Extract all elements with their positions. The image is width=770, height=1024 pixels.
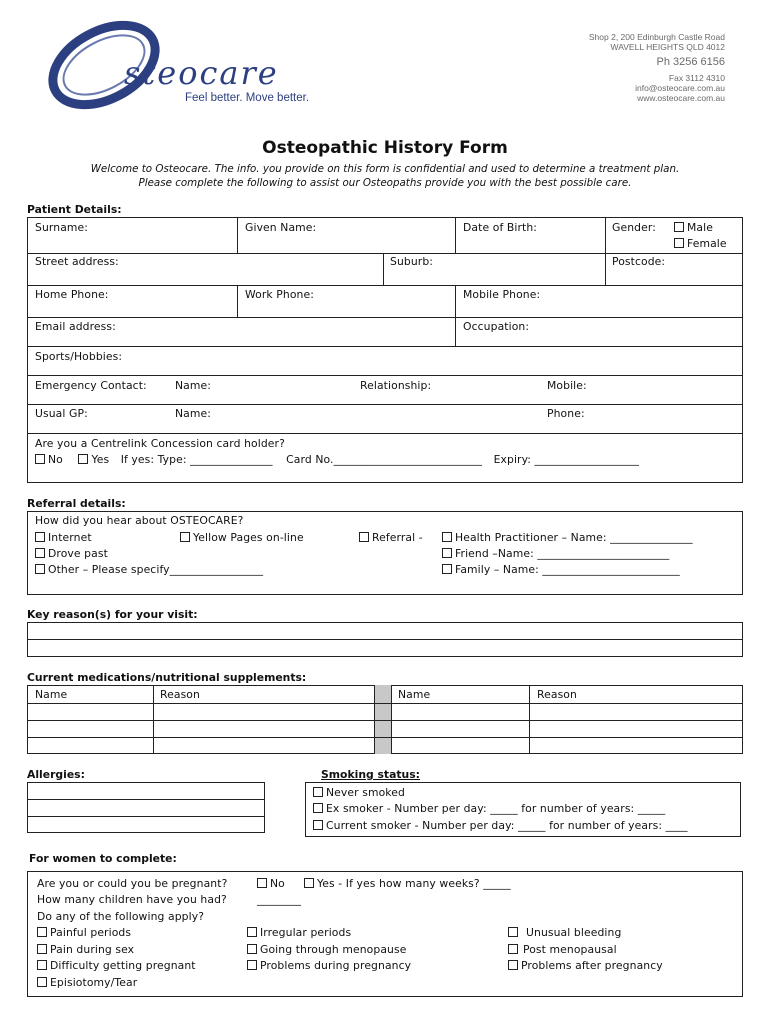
gp-phone-label: Phone: bbox=[547, 407, 585, 420]
suburb-label: Suburb: bbox=[390, 255, 434, 268]
health-practitioner-checkbox[interactable] bbox=[442, 532, 452, 542]
email-address: info@osteocare.com.au bbox=[635, 83, 725, 93]
irregular-periods-checkbox[interactable] bbox=[247, 927, 257, 937]
gp-label: Usual GP: bbox=[35, 407, 88, 420]
dob-label: Date of Birth: bbox=[463, 221, 538, 234]
patient-details-heading: Patient Details: bbox=[27, 203, 122, 216]
card-expiry-field[interactable]: Expiry: ___________________ bbox=[493, 453, 640, 466]
occupation-label: Occupation: bbox=[463, 320, 530, 333]
relationship-label: Relationship: bbox=[360, 379, 432, 392]
key-reasons-heading: Key reason(s) for your visit: bbox=[27, 608, 198, 621]
irregular-periods-option[interactable]: Irregular periods bbox=[247, 926, 351, 939]
intro-line-2: Please complete the following to assist our Osteopaths provide you with the best possible care. bbox=[138, 177, 632, 189]
drove-past-option[interactable]: Drove past bbox=[35, 547, 108, 560]
women-heading: For women to complete: bbox=[29, 852, 177, 865]
problems-during-pregnancy-checkbox[interactable] bbox=[247, 960, 257, 970]
never-smoked-checkbox[interactable] bbox=[313, 787, 323, 797]
problems-after-pregnancy-checkbox[interactable] bbox=[508, 960, 518, 970]
episiotomy-checkbox[interactable] bbox=[37, 977, 47, 987]
intro-line-1: Welcome to Osteocare. The info. you provide on this form is confidential and used to determine a treatment plan. bbox=[90, 163, 680, 175]
drove-past-checkbox[interactable] bbox=[35, 548, 45, 558]
smoking-heading: Smoking status: bbox=[321, 768, 420, 781]
form-title: Osteopathic History Form bbox=[262, 138, 508, 158]
menopause-checkbox[interactable] bbox=[247, 944, 257, 954]
pain-during-sex-checkbox[interactable] bbox=[37, 944, 47, 954]
current-smoker-checkbox[interactable] bbox=[313, 820, 323, 830]
gp-name-label: Name: bbox=[175, 407, 211, 420]
friend-option[interactable]: Friend –Name: ________________________ bbox=[442, 547, 669, 560]
website: www.osteocare.com.au bbox=[637, 93, 725, 103]
card-type-field[interactable]: If yes: Type: _______________ bbox=[120, 453, 273, 466]
card-number-field[interactable]: Card No.___________________________ bbox=[286, 453, 483, 466]
friend-checkbox[interactable] bbox=[442, 548, 452, 558]
internet-option[interactable]: Internet bbox=[35, 531, 92, 544]
gender-male-option[interactable]: Male bbox=[674, 221, 713, 234]
menopause-option[interactable]: Going through menopause bbox=[247, 943, 406, 956]
unusual-bleeding-option[interactable]: Unusual bleeding bbox=[508, 926, 621, 939]
painful-periods-checkbox[interactable] bbox=[37, 927, 47, 937]
allergies-box[interactable] bbox=[27, 782, 265, 833]
ex-smoker-checkbox[interactable] bbox=[313, 803, 323, 813]
emergency-mobile-label: Mobile: bbox=[547, 379, 587, 392]
post-menopausal-option[interactable]: Post menopausal bbox=[508, 943, 617, 956]
yellow-pages-checkbox[interactable] bbox=[180, 532, 190, 542]
sports-label: Sports/Hobbies: bbox=[35, 350, 123, 363]
centrelink-question: Are you a Centrelink Concession card holder? bbox=[35, 437, 285, 450]
pregnant-yes-checkbox[interactable] bbox=[304, 878, 314, 888]
med-col-name-2: Name bbox=[398, 688, 431, 701]
contact-block bbox=[589, 32, 725, 103]
logo bbox=[40, 16, 380, 111]
given-name-label: Given Name: bbox=[245, 221, 317, 234]
current-smoker-option[interactable]: Current smoker - Number per day: _____ for number of years: ____ bbox=[313, 819, 688, 832]
logo-wordmark: steocare bbox=[124, 54, 279, 92]
female-checkbox[interactable] bbox=[674, 238, 684, 248]
allergies-heading: Allergies: bbox=[27, 768, 85, 781]
pregnant-question: Are you or could you be pregnant? bbox=[37, 877, 228, 890]
fax-number: Fax 3112 4310 bbox=[668, 73, 725, 83]
difficulty-pregnant-option[interactable]: Difficulty getting pregnant bbox=[37, 959, 196, 972]
centrelink-yes-checkbox[interactable] bbox=[78, 454, 88, 464]
health-practitioner-option[interactable]: Health Practitioner – Name: _______________ bbox=[442, 531, 693, 544]
difficulty-pregnant-checkbox[interactable] bbox=[37, 960, 47, 970]
painful-periods-option[interactable]: Painful periods bbox=[37, 926, 131, 939]
work-phone-label: Work Phone: bbox=[245, 288, 314, 301]
children-question: How many children have you had? bbox=[37, 893, 227, 906]
centrelink-no-checkbox[interactable] bbox=[35, 454, 45, 464]
family-option[interactable]: Family – Name: _________________________ bbox=[442, 563, 680, 576]
internet-checkbox[interactable] bbox=[35, 532, 45, 542]
emergency-label: Emergency Contact: bbox=[35, 379, 147, 392]
mobile-phone-label: Mobile Phone: bbox=[463, 288, 541, 301]
other-checkbox[interactable] bbox=[35, 564, 45, 574]
address-line-1: Shop 2, 200 Edinburgh Castle Road bbox=[588, 32, 725, 42]
other-option[interactable]: Other – Please specify_________________ bbox=[35, 563, 263, 576]
referral-heading: Referral details: bbox=[27, 497, 126, 510]
logo-tagline: Feel better. Move better. bbox=[185, 92, 310, 104]
gender-female-option[interactable]: Female bbox=[674, 237, 727, 250]
pregnant-no-checkbox[interactable] bbox=[257, 878, 267, 888]
street-label: Street address: bbox=[35, 255, 119, 268]
episiotomy-option[interactable]: Episiotomy/Tear bbox=[37, 976, 137, 989]
unusual-bleeding-checkbox[interactable] bbox=[508, 927, 518, 937]
home-phone-label: Home Phone: bbox=[35, 288, 109, 301]
address-line-2: WAVELL HEIGHTS QLD 4012 bbox=[610, 42, 725, 52]
never-smoked-option[interactable]: Never smoked bbox=[313, 786, 405, 799]
pregnant-yes-option[interactable]: Yes - If yes how many weeks? _____ bbox=[304, 877, 511, 890]
med-col-reason-2: Reason bbox=[537, 688, 577, 701]
centrelink-answer-row: No Yes If yes: Type: _______________ Card No.___________________________ Expiry: ___________________ bbox=[35, 453, 639, 466]
family-checkbox[interactable] bbox=[442, 564, 452, 574]
medications-heading: Current medications/nutritional supplements: bbox=[27, 671, 307, 684]
med-col-name-1: Name bbox=[35, 688, 68, 701]
problems-after-pregnancy-option[interactable]: Problems after pregnancy bbox=[508, 959, 663, 972]
yellow-pages-option[interactable]: Yellow Pages on-line bbox=[180, 531, 304, 544]
emergency-name-label: Name: bbox=[175, 379, 211, 392]
surname-label: Surname: bbox=[35, 221, 89, 234]
phone-number: Ph 3256 6156 bbox=[656, 56, 725, 68]
male-checkbox[interactable] bbox=[674, 222, 684, 232]
apply-question: Do any of the following apply? bbox=[37, 910, 205, 923]
post-menopausal-checkbox[interactable] bbox=[508, 944, 518, 954]
gender-label: Gender: bbox=[612, 221, 656, 234]
med-col-reason-1: Reason bbox=[160, 688, 200, 701]
email-label: Email address: bbox=[35, 320, 116, 333]
referral-question: How did you hear about OSTEOCARE? bbox=[35, 514, 244, 527]
children-field[interactable]: ________ bbox=[257, 893, 301, 906]
referral-checkbox[interactable] bbox=[359, 532, 369, 542]
pain-during-sex-option[interactable]: Pain during sex bbox=[37, 943, 134, 956]
pregnant-no-option[interactable]: No bbox=[257, 877, 285, 890]
postcode-label: Postcode: bbox=[612, 255, 666, 268]
referral-option[interactable]: Referral - bbox=[359, 531, 423, 544]
problems-during-pregnancy-option[interactable]: Problems during pregnancy bbox=[247, 959, 411, 972]
ex-smoker-option[interactable]: Ex smoker - Number per day: _____ for number of years: _____ bbox=[313, 802, 665, 815]
